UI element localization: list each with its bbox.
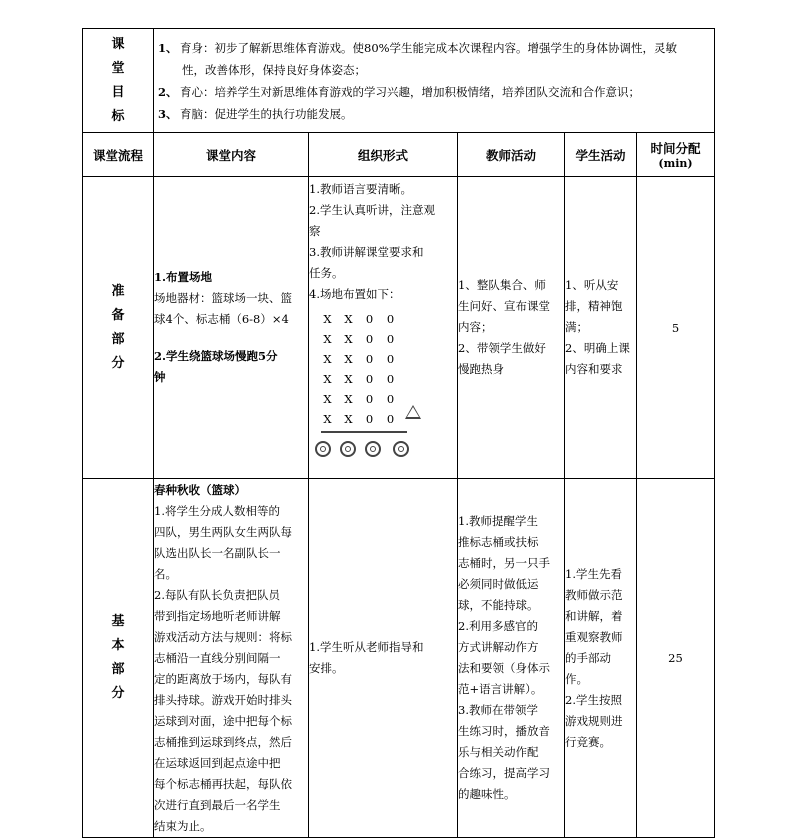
prep-teacher: 1、整队集合、师 生问好、宣布课堂 内容； 2、带领学生做好 慢跑热身 [458,177,565,479]
goal-item: 1、 育身：初步了解新思维体育游戏。使80%学生能完成本次课程内容。增强学生的身体协调性，灵敏 [158,40,678,55]
header-time: 时间分配 (min) [637,133,715,177]
goals-row [83,29,715,133]
formation-row: X X 0 0 [323,352,395,366]
field-layout-diagram [309,305,457,426]
ball-ring-icon [393,441,409,457]
formation-row: X X 0 0 [323,312,395,326]
basic-row [83,479,715,838]
header-flow: 课堂流程 [83,133,154,177]
formation-row: X X 0 0 [323,332,395,346]
goal-item-cont: 性，改善体形，保持良好身体姿态； [182,62,366,77]
ball-ring-icon [340,441,356,457]
ball-ring-icon [365,441,381,457]
prep-row [83,177,715,479]
prep-label: 准 备 部 分 [83,177,154,479]
lesson-plan-table [82,28,715,838]
basic-teacher: 1.教师提醒学生 推标志桶或扶标 志桶时，另一只手 必须同时做低运 球，不能持球。 2.利用多感官的 方式讲解动作方 法和要领（身体示 范+语言讲解）。 3.教师在带领学 生练习时，播放音 乐与相关动作配 合练习，提高学习 的趣味性。 [458,479,565,838]
goals-label: 课 堂 目 标 [83,29,154,133]
header-student: 学生活动 [565,133,637,177]
basic-student: 1.学生先看 教师做示范 和讲解，着 重观察教师 的手部动 作。 2.学生按照 游戏规则进 行竞赛。 [565,479,637,838]
basic-label: 基 本 部 分 [83,479,154,838]
prep-org: 1.教师语言要清晰。 2.学生认真听讲，注意观 察 3.教师讲解课堂要求和 任务。 4.场地布置如下： X X 0 0 X X 0 0 X X 0 0 X X 0 0 X X 0 0 X X 0 0 [309,177,458,479]
header-org: 组织形式 [309,133,458,177]
formation-row: X X 0 0 [323,392,395,406]
prep-time: 5 [637,177,715,479]
basic-org: 1.学生听从老师指导和 安排。 [309,479,458,838]
formation-row: X X 0 0 [323,372,395,386]
start-line [321,431,407,433]
goal-item: 3、 育脑：促进学生的执行功能发展。 [158,106,353,121]
header-teacher: 教师活动 [458,133,565,177]
prep-content: 1.布置场地 场地器材：篮球场一块、篮 球4个、标志桶（6-8）×4 2.学生绕篮球场慢跑5分 钟 [154,177,309,479]
prep-student: 1、听从安 排，精神饱 满； 2、明确上课 内容和要求 [565,177,637,479]
ball-ring-icon [315,441,331,457]
goal-item: 2、 育心：培养学生对新思维体育游戏的学习兴趣，增加积极情绪，培养团队交流和合作意识； [158,84,640,99]
formation-row: X X 0 0 [323,412,395,426]
goals-content [154,29,715,133]
header-content: 课堂内容 [154,133,309,177]
basic-content: 春种秋收（篮球） 1.将学生分成人数相等的 四队，男生两队女生两队每 队选出队长一名副队长一 名。 2.每队有队长负责把队员 带到指定场地听老师讲解 游戏活动方法与规则：将标 志桶沿一直线分别间隔一 定的距离放于场内，每队有 排头持球。游戏开始时排头 运球到对面，途中把每个标 志桶推到运球到终点，然后 在运球返回到起点途中把 每个标志桶再扶起，每队依 次进行直到最后一名学生 结束为止。 [154,479,309,838]
cone-triangle-icon [405,405,421,419]
basic-time: 25 [637,479,715,838]
header-row [83,133,715,177]
